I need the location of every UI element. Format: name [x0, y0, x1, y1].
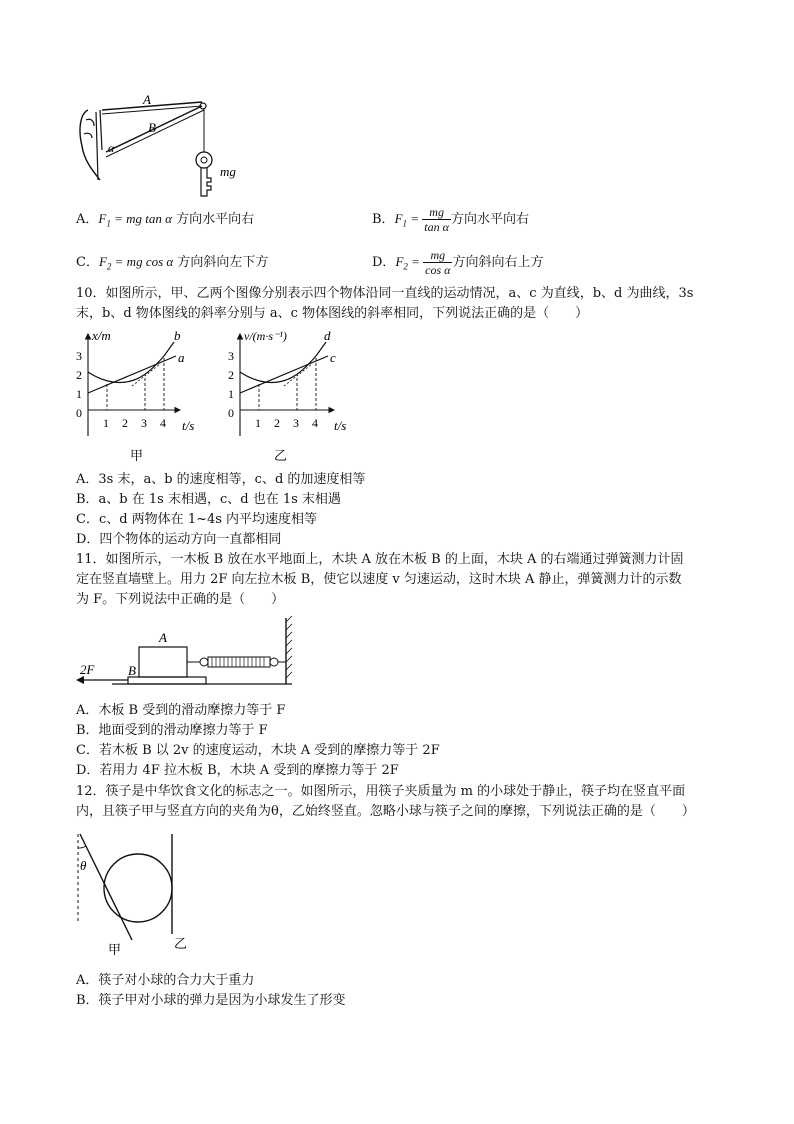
svg-text:A: A: [159, 630, 167, 645]
line-a: [88, 356, 176, 393]
q11-option-a[interactable]: A．木板 B 受到的滑动摩擦力等于 F: [76, 703, 286, 718]
svg-text:3: 3: [76, 349, 82, 363]
q10-option-c[interactable]: C．c、d 两物体在 1~4s 内平均速度相等: [76, 512, 318, 527]
svg-text:B: B: [128, 663, 136, 678]
svg-text:甲: 甲: [108, 942, 122, 957]
fraction: $\frac{mg}{\text{tan α}}$: [424, 205, 449, 234]
svg-text:甲: 甲: [130, 448, 144, 463]
q10-option-d[interactable]: D．四个物体的运动方向一直都相同: [76, 532, 282, 547]
svg-text:a: a: [178, 350, 185, 365]
svg-text:2: 2: [228, 368, 234, 382]
q10-option-a[interactable]: A．3s 末，a、b 的速度相等，c、d 的加速度相等: [76, 472, 366, 487]
q10-stem-line2: 末，b、d 物体图线的斜率分别与 a、c 物体图线的斜率相同，下列说法正确的是（ ）: [76, 306, 589, 321]
svg-text:1: 1: [76, 387, 82, 401]
svg-text:1: 1: [103, 416, 109, 430]
spring-scale: [208, 657, 270, 667]
q9-option-a[interactable]: A．$F_1$ = mg tan α 方向水平向右: [76, 211, 255, 229]
svg-text:2: 2: [274, 416, 280, 430]
svg-text:3: 3: [228, 349, 234, 363]
svg-text:2: 2: [122, 416, 128, 430]
q9-option-c[interactable]: C．$F_2$ = mg cos α 方向斜向左下方: [76, 254, 269, 272]
svg-text:2: 2: [76, 368, 82, 382]
q11-stem-line3: 为 F。下列说法中正确的是（ ）: [76, 592, 285, 607]
q12-stem-line1: 12．筷子是中华饮食文化的标志之一。如图所示，用筷子夹质量为 m 的小球处于静止，筷子均在竖直平面: [76, 784, 686, 799]
q9-figure: [70, 90, 250, 202]
label-b: B: [148, 120, 156, 135]
q11-stem-line2: 定在竖直墙壁上。用力 2F 向左拉木板 B，使它以速度 v 匀速运动，这时木块 A 静止，弹簧测力计的示数: [76, 572, 682, 587]
svg-text:d: d: [324, 328, 331, 343]
svg-text:3: 3: [293, 416, 299, 430]
chopstick-jia: [80, 834, 132, 940]
q10-option-b[interactable]: B．a、b 在 1s 末相遇，c、d 也在 1s 末相遇: [76, 492, 341, 507]
q9-option-b[interactable]: B．$F_1$ = $\frac{mg}{\text{tan α}}$ 方向水平向右: [372, 205, 529, 234]
svg-text:0: 0: [228, 406, 234, 420]
q11-option-b[interactable]: B．地面受到的滑动摩擦力等于 F: [76, 723, 268, 738]
q10-graph-right: [222, 326, 372, 466]
key-icon: [196, 152, 212, 168]
label-alpha: α: [108, 141, 115, 155]
svg-text:1: 1: [228, 387, 234, 401]
ball: [104, 854, 172, 922]
svg-text:b: b: [174, 328, 181, 343]
q11-figure: [72, 614, 304, 696]
svg-text:x/m: x/m: [92, 328, 111, 343]
svg-text:3: 3: [141, 416, 147, 430]
q12-stem-line2: 内，且筷子甲与竖直方向的夹角为θ，乙始终竖直。忽略小球与筷子之间的摩擦，下列说法正确的是（ ）: [76, 804, 695, 819]
line-c: [240, 356, 328, 393]
svg-text:t/s: t/s: [334, 418, 347, 433]
svg-text:乙: 乙: [274, 448, 288, 463]
q11-option-c[interactable]: C．若木板 B 以 2v 的速度运动，木块 A 受到的摩擦力等于 2F: [76, 743, 440, 758]
svg-text:θ: θ: [80, 858, 87, 873]
rod-a: [102, 102, 202, 110]
svg-text:4: 4: [160, 416, 166, 430]
q11-option-d[interactable]: D．若用力 4F 拉木板 B，木块 A 受到的摩擦力等于 2F: [76, 763, 399, 778]
q9-option-d[interactable]: D．$F_2$ = $\frac{mg}{\text{cos α}}$ 方向斜向右上方: [372, 248, 544, 277]
svg-text:1: 1: [255, 416, 261, 430]
q10-graph-left: [70, 326, 220, 466]
label-a: A: [143, 92, 151, 107]
q10-stem-line1: 10．如图所示，甲、乙两个图像分别表示四个物体沿同一直线的运动情况，a、c 为直线，b、d 为曲线，3s: [76, 286, 694, 301]
board-b: [128, 677, 206, 684]
svg-text:t/s: t/s: [182, 418, 195, 433]
label-mg: mg: [220, 164, 236, 179]
block-a: [139, 647, 187, 677]
svg-text:c: c: [330, 350, 336, 365]
q11-stem-line1: 11．如图所示，一木板 B 放在水平地面上，木块 A 放在木板 B 的上面，木块 A 的右端通过弹簧测力计固: [76, 552, 684, 567]
q12-option-a[interactable]: A．筷子对小球的合力大于重力: [76, 973, 255, 988]
q12-figure: [70, 830, 200, 958]
svg-text:v/(m·s⁻¹): v/(m·s⁻¹): [244, 329, 287, 343]
q12-option-b[interactable]: B．筷子甲对小球的弹力是因为小球发生了形变: [76, 993, 346, 1008]
fraction: $\frac{mg}{\text{cos α}}$: [425, 248, 451, 277]
svg-text:0: 0: [76, 406, 82, 420]
svg-text:乙: 乙: [174, 936, 188, 951]
svg-text:2F: 2F: [80, 662, 95, 677]
svg-text:4: 4: [312, 416, 318, 430]
